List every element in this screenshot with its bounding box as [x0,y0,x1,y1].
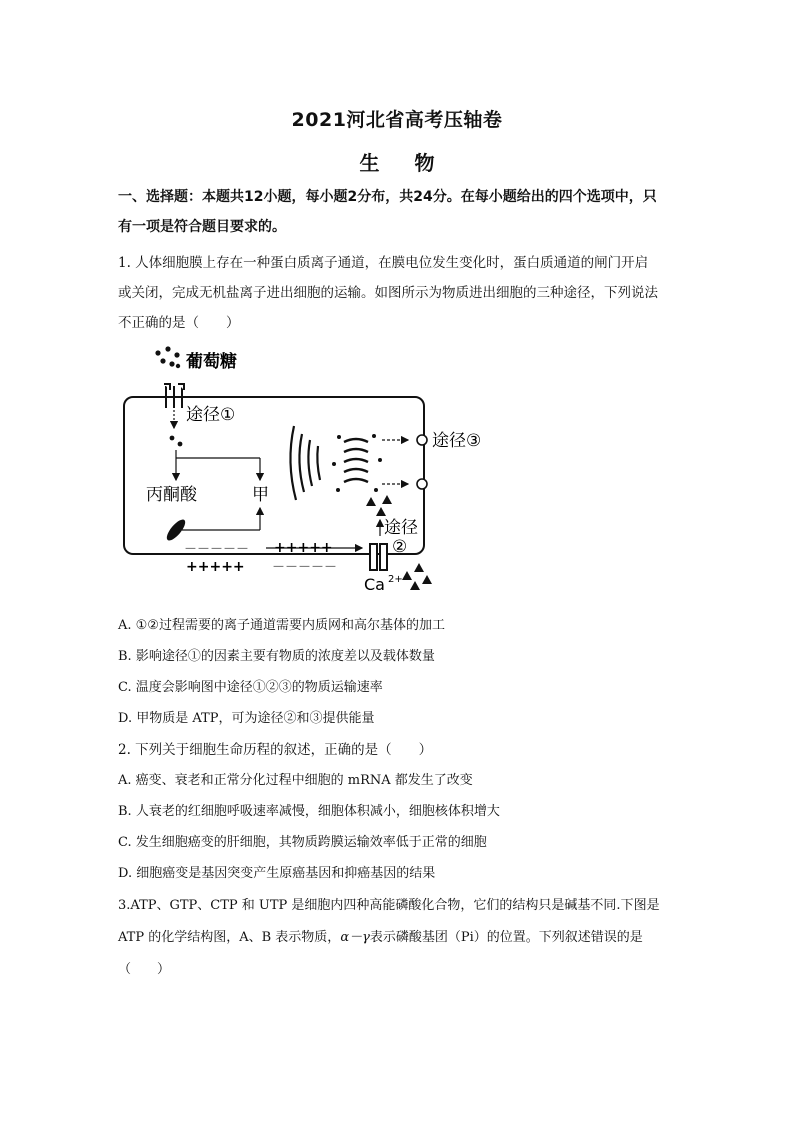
route2-label: 途径 [384,518,418,538]
q1-stem-line-3: 不正确的是（ ） [118,315,240,331]
calcium-channel [370,544,387,570]
jia-label: 甲 [252,485,269,505]
q2-option-d: D. 细胞癌变是基因突变产生原癌基因和抑癌基因的结果 [118,866,436,881]
q3-stem-line-2 [118,926,688,945]
q3-stem-part-a: ATP 的化学结构图，A、B 表示物质， [118,930,341,945]
channel-protein-route1 [164,384,184,408]
cell-transport-diagram [118,340,498,602]
q2-option-a: A. 癌变、衰老和正常分化过程中细胞的 mRNA 都发生了改变 [118,773,473,788]
calcium-charge: 2+ [388,574,403,585]
membrane-negative-outer: －－－－－ [272,560,338,575]
q3-stem-part-b: 表示磷酸基团（Pi）的位置。下列叙述错误的是 [369,930,643,945]
q2-option-c: C. 发生细胞癌变的肝细胞，其物质跨膜运输效率低于正常的细胞 [118,835,487,850]
q1-option-d: D. 甲物质是 ATP，可为途径②和③提供能量 [118,711,375,726]
q3-stem-line-3: （ ） [118,962,171,977]
route2-number: ② [392,537,408,557]
calcium-ions-outside [402,563,432,590]
calcium-ions-inside [366,495,392,516]
q2-option-b: B. 人衰老的红细胞呼吸速率减慢，细胞体积减小，细胞核体积增大 [118,804,500,819]
golgi-apparatus-icon [344,439,368,482]
q1-option-c: C. 温度会影响图中途径①②③的物质运输速率 [118,680,383,695]
glucose-molecules [155,346,180,368]
endoplasmic-reticulum-icon [290,426,320,500]
q1-stem-line-1: 1. 人体细胞膜上存在一种蛋白质离子通道，在膜电位发生变化时，蛋白质通道的闸门开启 [118,255,649,271]
membrane-positive-inner: +++++ [274,540,333,556]
document-title: 2021河北省高考压轴卷 [291,109,503,131]
cell-membrane [124,397,424,554]
section-heading-line-1: 一、选择题：本题共12小题，每小题2分布，共24分。在每小题给出的四个选项中，只 [118,189,657,205]
membrane-negative-inner: －－－－－ [184,542,250,557]
calcium-label: Ca [364,575,385,594]
pyruvate-label: 丙酮酸 [146,485,197,505]
q3-stem-line-1: 3.ATP、GTP、CTP 和 UTP 是细胞内四种高能磷酸化合物，它们的结构只是碱基不同.下图是 [118,898,660,913]
route1-label: 途径① [186,405,236,425]
q1-option-b: B. 影响途径①的因素主要有物质的浓度差以及载体数量 [118,649,435,664]
q1-stem-line-2: 或关闭，完成无机盐离子进出细胞的运输。如图所示为物质进出细胞的三种途径，下列说法 [118,285,658,301]
route3-label: 途径③ [432,431,482,451]
membrane-positive-outer: +++++ [186,559,245,575]
greek-range: α－γ [340,930,370,945]
section-heading-line-2: 有一项是符合题目要求的。 [118,219,286,235]
q2-stem: 2. 下列关于细胞生命历程的叙述，正确的是（ ） [118,742,433,758]
glucose-label: 葡萄糖 [186,352,237,372]
subject-title: 生 物 [359,151,449,175]
vesicles [332,434,382,492]
q1-option-a: A. ①②过程需要的离子通道需要内质网和高尔基体的加工 [118,618,445,633]
